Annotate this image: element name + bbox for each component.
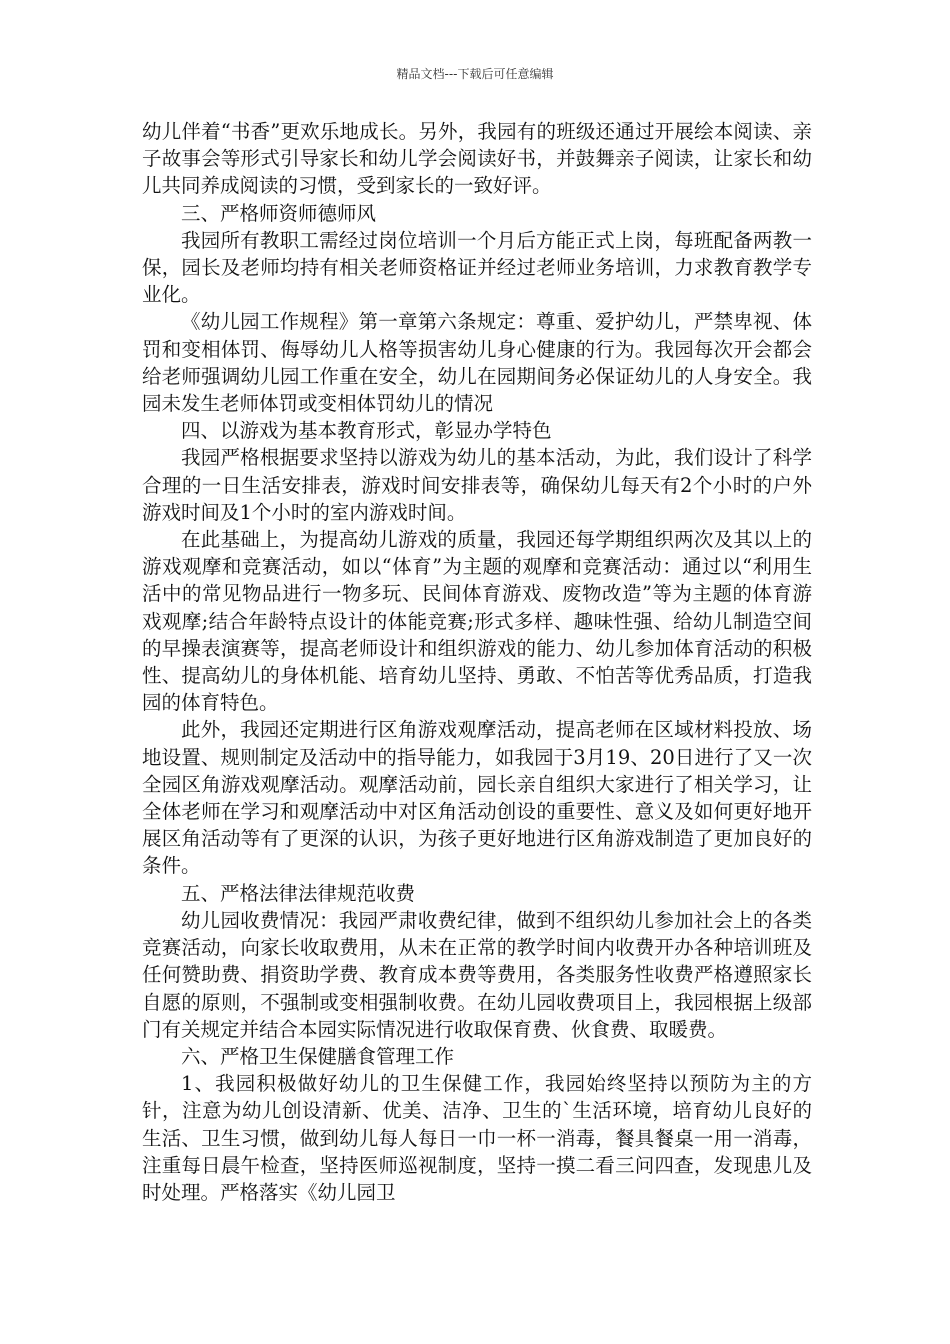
paragraph: 《幼儿园工作规程》第一章第六条规定：尊重、爱护幼儿，严禁卑视、体罚和变相体罚、侮辱幼儿人格等损害幼儿身心健康的行为。我园每次开会都会给老师强调幼儿园工作重在安全，幼儿在园期间务必保证幼儿的人身安全。我园未发生老师体罚或变相体罚幼儿的情况	[142, 310, 812, 416]
paragraph: 我园所有教职工需经过岗位培训一个月后方能正式上岗，每班配备两教一保，园长及老师均持有相关老师资格证并经过老师业务培训，力求教育教学专业化。	[142, 228, 812, 307]
paragraph: 幼儿园收费情况：我园严肃收费纪律，做到不组织幼儿参加社会上的各类竞赛活动，向家长收取费用，从未在正常的教学时间内收费开办各种培训班及任何赞助费、捐资助学费、教育成本费等费用，各类服务性收费严格遵照家长自愿的原则，不强制或变相强制收费。在幼儿园收费项目上，我园根据上级部门有关规定并结合本园实际情况进行收取保育费、伙食费、取暖费。	[142, 908, 812, 1041]
page-header: 精品文档---下载后可任意编辑	[396, 67, 554, 81]
paragraph: 我园严格根据要求坚持以游戏为幼儿的基本活动，为此，我们设计了科学合理的一日生活安排表，游戏时间安排表等，确保幼儿每天有2个小时的户外游戏时间及1个小时的室内游戏时间。	[142, 446, 812, 524]
paragraph-continued: 幼儿伴着“书香”更欢乐地成长。另外，我园有的班级还通过开展绘本阅读、亲子故事会等形式引导家长和幼儿学会阅读好书，并鼓舞亲子阅读，让家长和幼儿共同养成阅读的习惯，受到家长的一致好评。	[142, 120, 812, 198]
paragraph: 1、我园积极做好幼儿的卫生保健工作，我园始终坚持以预防为主的方针，注意为幼儿创设清新、优美、洁净、卫生的`生活环境，培育幼儿良好的生活、卫生习惯，做到幼儿每人每日一巾一杯一消毒，餐具餐桌一用一消毒，注重每日晨午检查，坚持医师巡视制度，坚持一摸二看三问四查，发现患儿及时处理。严格落实《幼儿园卫	[142, 1072, 812, 1204]
section-heading-6: 六、严格卫生保健膳食管理工作	[181, 1044, 455, 1068]
section-heading-5: 五、严格法律法律规范收费	[181, 881, 416, 905]
section-heading-3: 三、严格师资师德师风	[181, 201, 377, 225]
section-heading-4: 四、以游戏为基本教育形式，彰显办学特色	[181, 419, 552, 443]
paragraph: 此外，我园还定期进行区角游戏观摩活动，提高老师在区域材料投放、场地设置、规则制定及活动中的指导能力，如我园于3月19、20日进行了又一次全园区角游戏观摩活动。观摩活动前，园长亲自组织大家进行了相关学习，让全体老师在学习和观摩活动中对区角活动创设的重要性、意义及如何更好地开展区角活动等有了更深的认识，为孩子更好地进行区角游戏制造了更加良好的条件。	[142, 718, 812, 878]
document-body	[142, 118, 812, 1206]
paragraph: 在此基础上，为提高幼儿游戏的质量，我园还每学期组织两次及其以上的游戏观摩和竞赛活动，如以“体育”为主题的观摩和竞赛活动：通过以“利用生活中的常见物品进行一物多玩、民间体育游戏、废物改造”等为主题的体育游戏观摩;结合年龄特点设计的体能竞赛;形式多样、趣味性强、给幼儿制造空间的早操表演赛等，提高老师设计和组织游戏的能力、幼儿参加体育活动的积极性、提高幼儿的身体机能、培育幼儿坚持、勇敢、不怕苦等优秀品质，打造我园的体育特色。	[142, 528, 812, 715]
